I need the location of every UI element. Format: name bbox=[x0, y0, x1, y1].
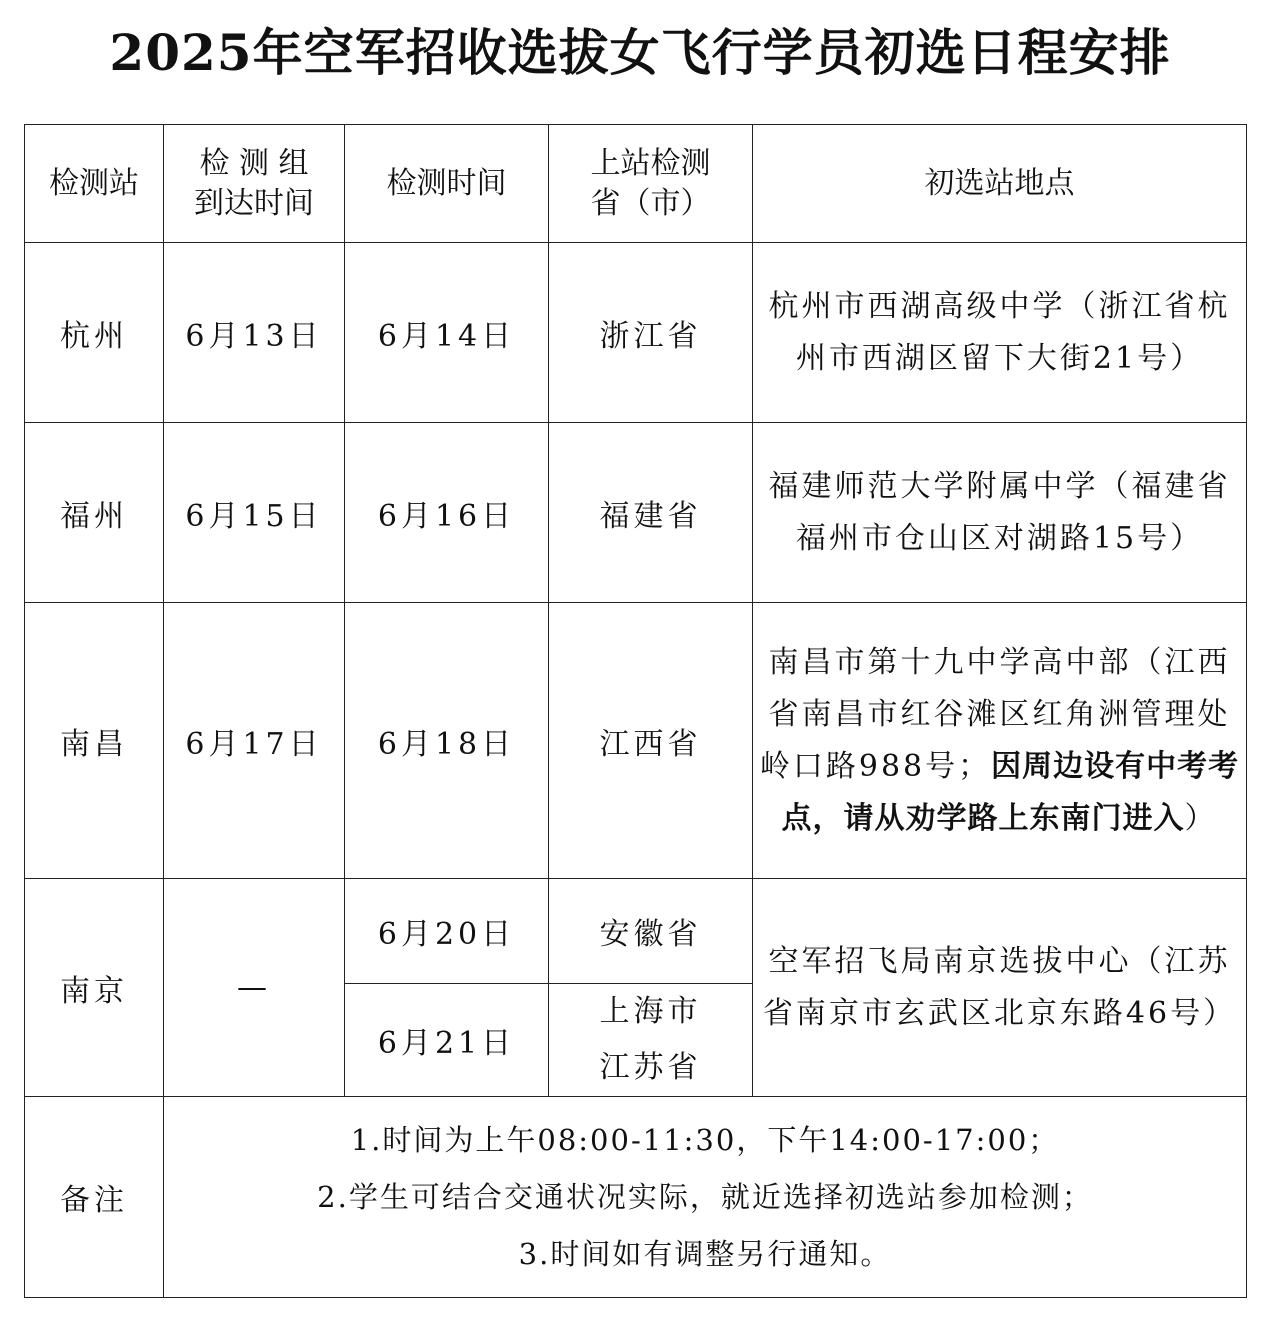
date-cell: 6月20日 bbox=[345, 879, 549, 984]
province-cell: 江西省 bbox=[549, 603, 753, 879]
date-cell: 6月18日 bbox=[345, 603, 549, 879]
header-province-line2: 省（市） bbox=[590, 185, 711, 221]
station-cell: 杭州 bbox=[25, 243, 164, 423]
table-row bbox=[25, 243, 1247, 423]
note-item: 3.时间如有调整另行通知。 bbox=[518, 1236, 892, 1271]
notes-row bbox=[25, 1097, 1247, 1298]
date-cell: 6月14日 bbox=[345, 243, 549, 423]
header-station: 检测站 bbox=[25, 125, 164, 243]
arrival-cell: 6月15日 bbox=[164, 423, 345, 603]
table-row bbox=[25, 603, 1247, 879]
province-cell: 安徽省 bbox=[549, 879, 753, 984]
schedule-table bbox=[24, 124, 1247, 1298]
header-test-time: 检测时间 bbox=[345, 125, 549, 243]
header-province-line1: 上站检测 bbox=[590, 145, 711, 181]
header-row bbox=[25, 125, 1247, 243]
notes-cell bbox=[164, 1097, 1247, 1298]
date-cell: 6月21日 bbox=[345, 984, 549, 1097]
location-cell: 福建师范大学附属中学（福建省福州市仓山区对湖路15号） bbox=[753, 423, 1247, 603]
station-cell: 福州 bbox=[25, 423, 164, 603]
note-item: 1.时间为上午08:00-11:30，下午14:00-17:00； bbox=[350, 1122, 1060, 1157]
page-title: 2025年空军招收选拔女飞行学员初选日程安排 bbox=[109, 23, 1171, 82]
table-row bbox=[25, 423, 1247, 603]
location-cell bbox=[753, 603, 1247, 879]
note-item: 2.学生可结合交通状况实际，就近选择初选站参加检测； bbox=[317, 1179, 1093, 1214]
arrival-cell: 6月13日 bbox=[164, 243, 345, 423]
header-arrival-line2: 到达时间 bbox=[194, 185, 314, 221]
header-province bbox=[549, 125, 753, 243]
notes-label: 备注 bbox=[25, 1097, 164, 1298]
province-cell: 浙江省 bbox=[549, 243, 753, 423]
location-cell: 杭州市西湖高级中学（浙江省杭州市西湖区留下大街21号） bbox=[753, 243, 1247, 423]
date-cell: 6月16日 bbox=[345, 423, 549, 603]
header-arrival-line1: 检 测 组 bbox=[199, 145, 309, 181]
arrival-cell: 6月17日 bbox=[164, 603, 345, 879]
header-location: 初选站地点 bbox=[753, 125, 1247, 243]
province-line: 上海市 bbox=[599, 994, 702, 1029]
location-cell: 空军招飞局南京选拔中心（江苏省南京市玄武区北京东路46号） bbox=[753, 879, 1247, 1097]
table-row bbox=[25, 879, 1247, 984]
location-tail: ） bbox=[1184, 800, 1218, 836]
province-cell: 福建省 bbox=[549, 423, 753, 603]
province-cell bbox=[549, 984, 753, 1097]
location-notice: 因周边设有中考考点，请从劝学路上东南门进入 bbox=[781, 748, 1240, 836]
province-line: 江苏省 bbox=[599, 1050, 702, 1085]
header-arrival bbox=[164, 125, 345, 243]
station-cell: 南昌 bbox=[25, 603, 164, 879]
location-text: 南昌市第十九中学高中部（江西省南昌市红谷滩区红角洲管理处岭口路988号； bbox=[759, 644, 1231, 784]
arrival-cell: — bbox=[164, 879, 345, 1097]
station-cell: 南京 bbox=[25, 879, 164, 1097]
